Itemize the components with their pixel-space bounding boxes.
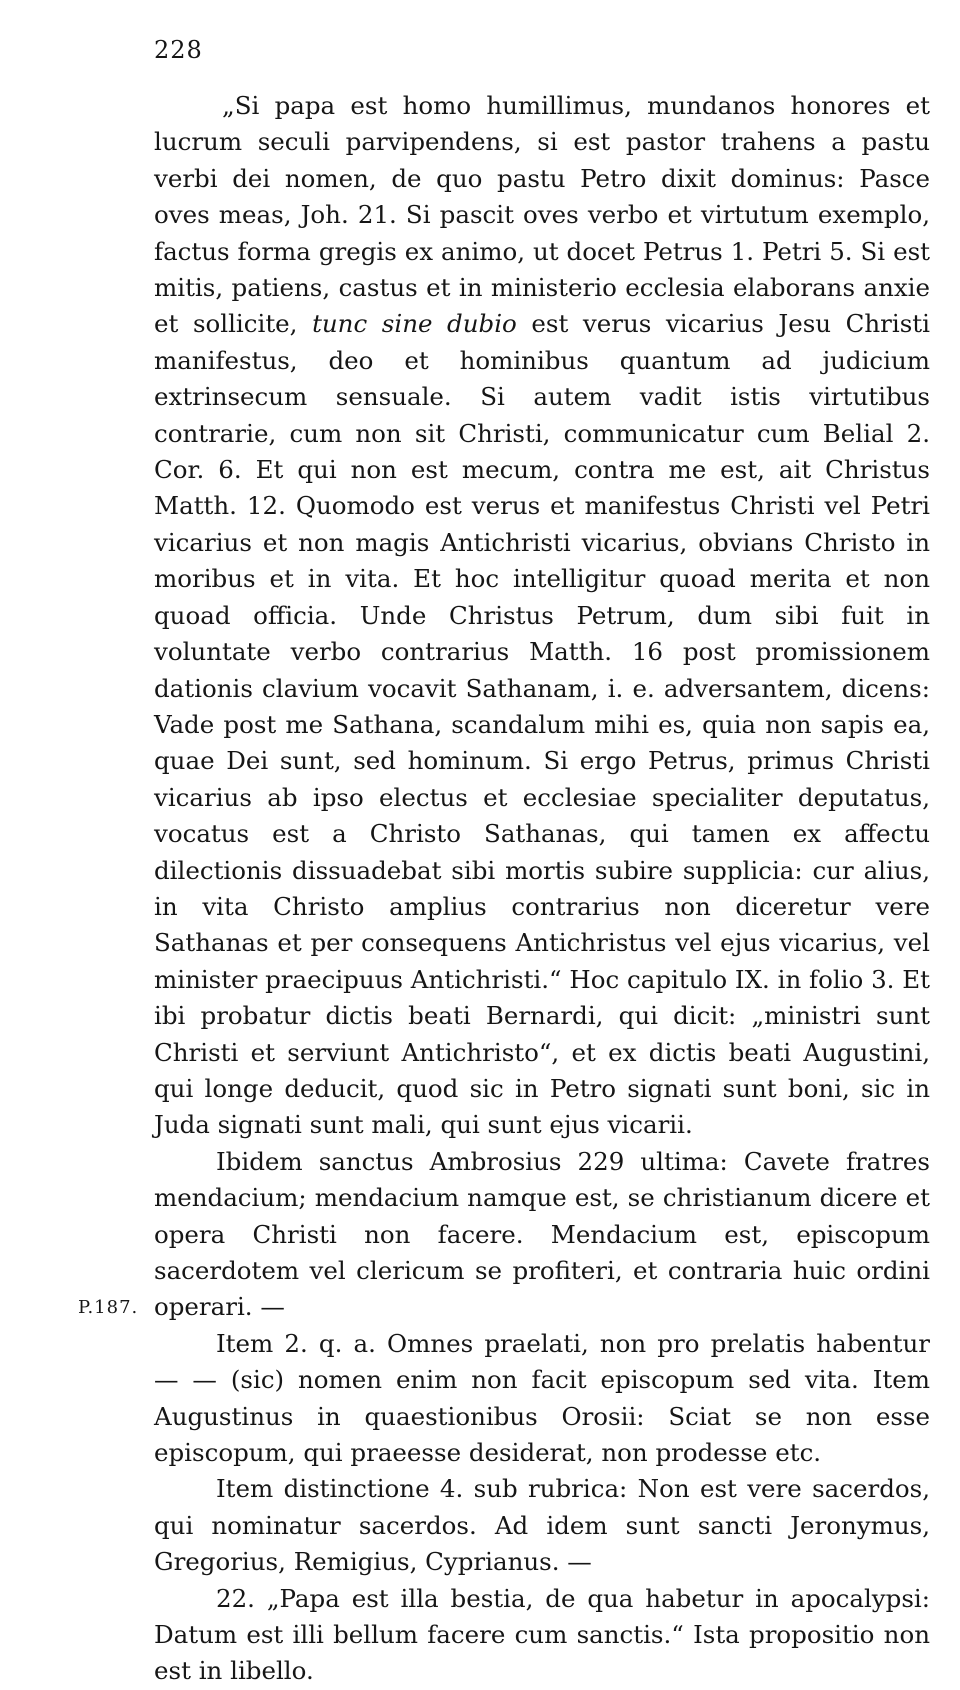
body-text — [154, 88, 930, 1690]
paragraph-1 — [154, 88, 930, 1144]
page-number: 228 — [154, 36, 203, 64]
margin-page-reference: P.187. — [78, 1297, 139, 1318]
paragraph-1-text-start: „Si papa est homo humillimus, mundanos honores et lucrum seculi parvipendens, si est pastor trahens a pastu verbi dei nomen, de quo pastu Petro dixit dominus: Pasce oves meas, Joh. 21. Si pascit oves verbo et virtutum exemplo, factus forma gregis ex animo, ut docet Petrus 1. Petri 5. Si est mitis, patiens, castus et in ministerio ecclesia elaborans anxie et sollicite, — [154, 91, 930, 339]
paragraph-1-text-end: est verus vicarius Jesu Christi manifestus, deo et hominibus quantum ad judicium extrinsecum sensuale. Si autem vadit istis virtutibus contrarie, cum non sit Christi, communicatur cum Belial 2. Cor. 6. Et qui non est mecum, contra me est, ait Christus Matth. 12. Quomodo est verus et manifestus Christi vel Petri vicarius et non magis Antichristi vicarius, obvians Christo in moribus et in vita. Et hoc intelligitur quoad merita et non quoad officia. Unde Christus Petrum, dum sibi fuit in voluntate verbo contrarius Matth. 16 post promissionem dationis clavium vocavit Sathanam, i. e. adversantem, dicens: Vade post me Sathana, scandalum mihi es, quia non sapis ea, quae Dei sunt, sed hominum. Si ergo Petrus, primus Christi vicarius ab ipso electus et ecclesiae specialiter deputatus, vocatus est a Christo Sathanas, qui tamen ex affectu dilectionis dissuadebat sibi mortis subire supplicia: cur alius, in vita Christo amplius contrarius non diceretur vere Sathanas et per consequens Antichristus vel ejus vicarius, vel minister praecipuus Antichristi.“ Hoc capitulo IX. in folio 3. Et ibi probatur dictis beati Bernardi, qui dicit: „ministri sunt Christi et serviunt Antichristo“, et ex dictis beati Augustini, qui longe deducit, quod sic in Petro signati sunt boni, sic in Juda signati sunt mali, qui sunt ejus vicarii. — [154, 309, 930, 1140]
paragraph-5: 22. „Papa est illa bestia, de qua habetur in apocalypsi: Datum est illi bellum facere cum sanctis.“ Ista propositio non est in libello. — [154, 1583, 930, 1686]
paragraph-3: Item 2. q. a. Omnes praelati, non pro prelatis habentur — — (sic) nomen enim non facit episcopum sed vita. Item Augustinus in quaestionibus Orosii: Sciat se non esse episcopum, qui praeesse desiderat, non prodesse etc. — [154, 1328, 930, 1468]
paragraph-1-emphasis: tunc sine dubio — [312, 309, 517, 339]
paragraph-4: Item distinctione 4. sub rubrica: Non est vere sacerdos, qui nominatur sacerdos. Ad idem sunt sancti Jeronymus, Gregorius, Remigius, Cyprianus. — — [154, 1474, 930, 1577]
paragraph-2: Ibidem sanctus Ambrosius 229 ultima: Cavete fratres mendacium; mendacium namque est, se christianum dicere et opera Christi non facere. Mendacium est, episcopum sacerdotem vel clericum se profiteri, et contraria huic ordini operari. — — [154, 1146, 930, 1322]
